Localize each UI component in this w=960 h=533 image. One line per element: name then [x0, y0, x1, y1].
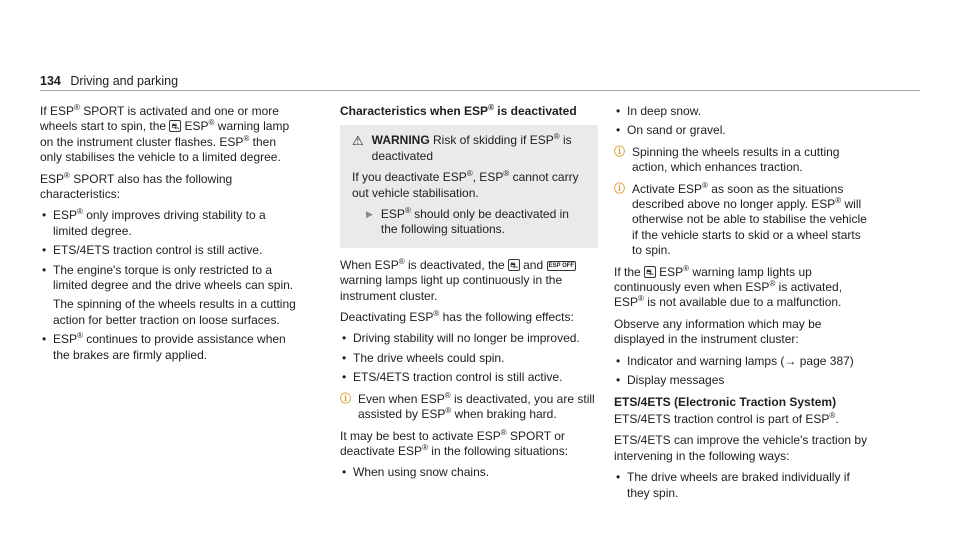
skid-icon: ⛐	[510, 259, 518, 270]
warning-label: WARNING	[371, 133, 430, 148]
header-divider	[40, 90, 920, 91]
paragraph-esp-sport-characteristics: ESP® SPORT also has the following characteristics:	[40, 170, 233, 202]
list-item: • Display messages	[614, 373, 872, 388]
list-item: • In deep snow.	[614, 104, 872, 119]
situations-list-continued	[614, 104, 872, 139]
note: ⓘ Even when ESP® is deactivated, you are still assisted by ESP® when braking hard.	[340, 390, 595, 422]
paragraph-deactivating-effects: Deactivating ESP® has the following effects:	[340, 309, 574, 325]
skid-icon: ⛐	[646, 266, 654, 277]
paragraph-esp-sport-spin: If ESP® SPORT is activated and one or more wheels start to spin, the ⛐ ESP® warning lamp on the instrument cluster flashes. ESP® then only stabilises the vehicle to a limited degree.	[40, 103, 290, 165]
deactivation-effects-list	[340, 331, 598, 385]
page-header	[40, 74, 178, 88]
page-number: 134	[40, 74, 61, 88]
section-heading-ets: ETS/4ETS (Electronic Traction System)	[614, 394, 837, 409]
observe-list	[614, 354, 872, 389]
paragraph-ets-improve: ETS/4ETS can improve the vehicle's traction by intervening in the following ways:	[614, 433, 868, 463]
page-reference-link[interactable]: page 387)	[796, 353, 854, 368]
column-1	[40, 104, 298, 369]
warning-box: ⚠ WARNING Risk of skidding if ESP® is deactivated If you deactivate ESP®, ESP® cannot carry out vehicle stabilisation. ▶ ESP® should only be deactivated in the following situations.	[340, 125, 598, 247]
note-icon: ⓘ	[614, 145, 625, 158]
list-item: • When using snow chains.	[340, 465, 598, 480]
list-item: • ETS/4ETS traction control is still active.	[340, 370, 598, 385]
paragraph-ets-part: ETS/4ETS traction control is part of ESP®.	[614, 410, 839, 426]
warning-action: ▶ ESP® should only be deactivated in the following situations.	[366, 206, 569, 237]
section-heading-deactivated: Characteristics when ESP® is deactivated	[340, 103, 577, 118]
list-item: • Indicator and warning lamps (→ page 387)	[614, 354, 872, 369]
note-icon: ⓘ	[614, 182, 625, 195]
list-item: • ETS/4ETS traction control is still active.	[40, 243, 298, 258]
paragraph-malfunction: If the ⛐ ESP® warning lamp lights up continuously even when ESP® is activated, ESP® is not available due to a malfunction.	[614, 263, 843, 310]
note: ⓘ Activate ESP® as soon as the situations described above no longer apply. ESP® will otherwise not be able to stabilise the vehicle if the vehicle starts to skid or a wheel starts to spin.	[614, 180, 867, 258]
warning-triangle-icon: ⚠	[352, 133, 364, 149]
skid-icon: ⛐	[171, 121, 180, 132]
esp-sport-list	[40, 208, 298, 363]
action-arrow-icon: ▶	[366, 209, 373, 220]
column-3	[614, 104, 872, 507]
page-reference-arrow: →	[784, 353, 797, 368]
situations-list	[340, 465, 598, 480]
list-item-sub: The spinning of the wheels results in a cutting action for better traction on loose surfaces.	[53, 297, 296, 327]
list-item: • The drive wheels could spin.	[340, 351, 598, 366]
column-2	[340, 104, 598, 487]
note-icon: ⓘ	[340, 392, 351, 405]
list-item: • ESP® only improves driving stability to a limited degree.	[40, 208, 298, 239]
ets-list	[614, 470, 872, 501]
section-title: Driving and parking	[70, 74, 179, 88]
esp-off-icon: ESP OFF	[548, 262, 575, 269]
list-item: • ESP® continues to provide assistance when the brakes are firmly applied.	[40, 332, 298, 363]
paragraph-situations: It may be best to activate ESP® SPORT or deactivate ESP® in the following situations:	[340, 427, 569, 458]
list-item: • The engine's torque is only restricted to a limited degree and the drive wheels can spin. The spinning of the wheels results in a cutting action for better traction on loose surfaces.	[40, 263, 298, 329]
paragraph-warning-lamps: When ESP® is deactivated, the ⛐ and ESP OFF warning lamps light up continuously in the instrument cluster.	[340, 256, 575, 303]
paragraph-observe: Observe any information which may be displayed in the instrument cluster:	[614, 316, 822, 347]
list-item: • Driving stability will no longer be improved.	[340, 331, 598, 346]
list-item: • The drive wheels are braked individually if they spin.	[614, 470, 872, 501]
note: ⓘ Spinning the wheels results in a cutting action, which enhances traction.	[614, 144, 840, 175]
list-item: • On sand or gravel.	[614, 123, 872, 138]
warning-body: If you deactivate ESP®, ESP® cannot carry out vehicle stabilisation.	[352, 169, 579, 200]
